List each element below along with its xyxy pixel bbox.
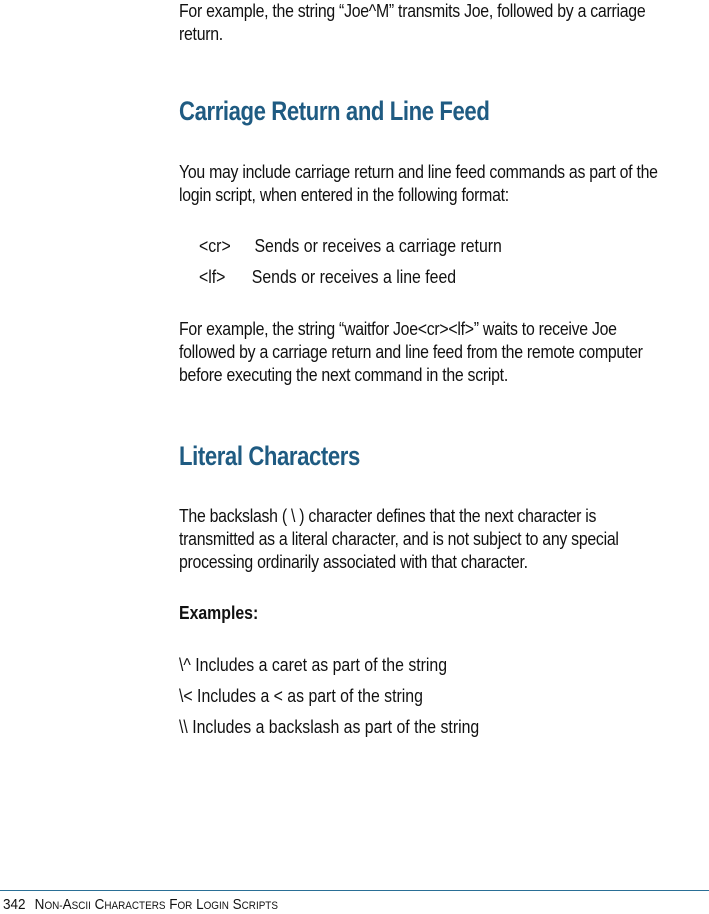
intro-paragraph: For example, the string “Joe^M” transmits Joe, followed by a carriage return. [179,1,646,44]
page-footer [3,897,278,914]
section-heading-carriage-return: Carriage Return and Line Feed [179,96,490,126]
carriage-return-paragraph-1: You may include carriage return and line feed commands as part of the login script, when entered in the following format: [179,162,658,205]
example-row-caret: \^ Includes a caret as part of the string [179,655,448,675]
definition-term: <cr> [199,236,231,256]
running-title: NON-ASCII CHARACTERS FOR LOGIN SCRIPTS [34,896,278,913]
carriage-return-paragraph-2: For example, the string “waitfor Joe<cr><lf>” waits to receive Joe followed by a carriage return and line feed from the remote computer before executing the next command in the script. [179,319,643,385]
definition-term: <lf> [199,267,226,287]
definition-row-cr [199,235,502,258]
definition-description: Sends or receives a line feed [251,267,457,287]
example-row-backslash: \\ Includes a backslash as part of the string [179,717,480,737]
page-number: 342 [3,896,26,913]
example-row-less-than: \< Includes a < as part of the string [179,686,423,706]
literal-characters-paragraph: The backslash ( \ ) character defines that the next character is transmitted as a literal character, and is not subject to any special processing ordinarily associated with that character. [179,506,619,572]
section-heading-literal-characters: Literal Characters [179,441,360,471]
definition-description: Sends or receives a carriage return [254,236,502,256]
examples-label: Examples: [179,603,259,623]
definition-row-lf [199,266,456,289]
footer-divider [0,890,709,891]
